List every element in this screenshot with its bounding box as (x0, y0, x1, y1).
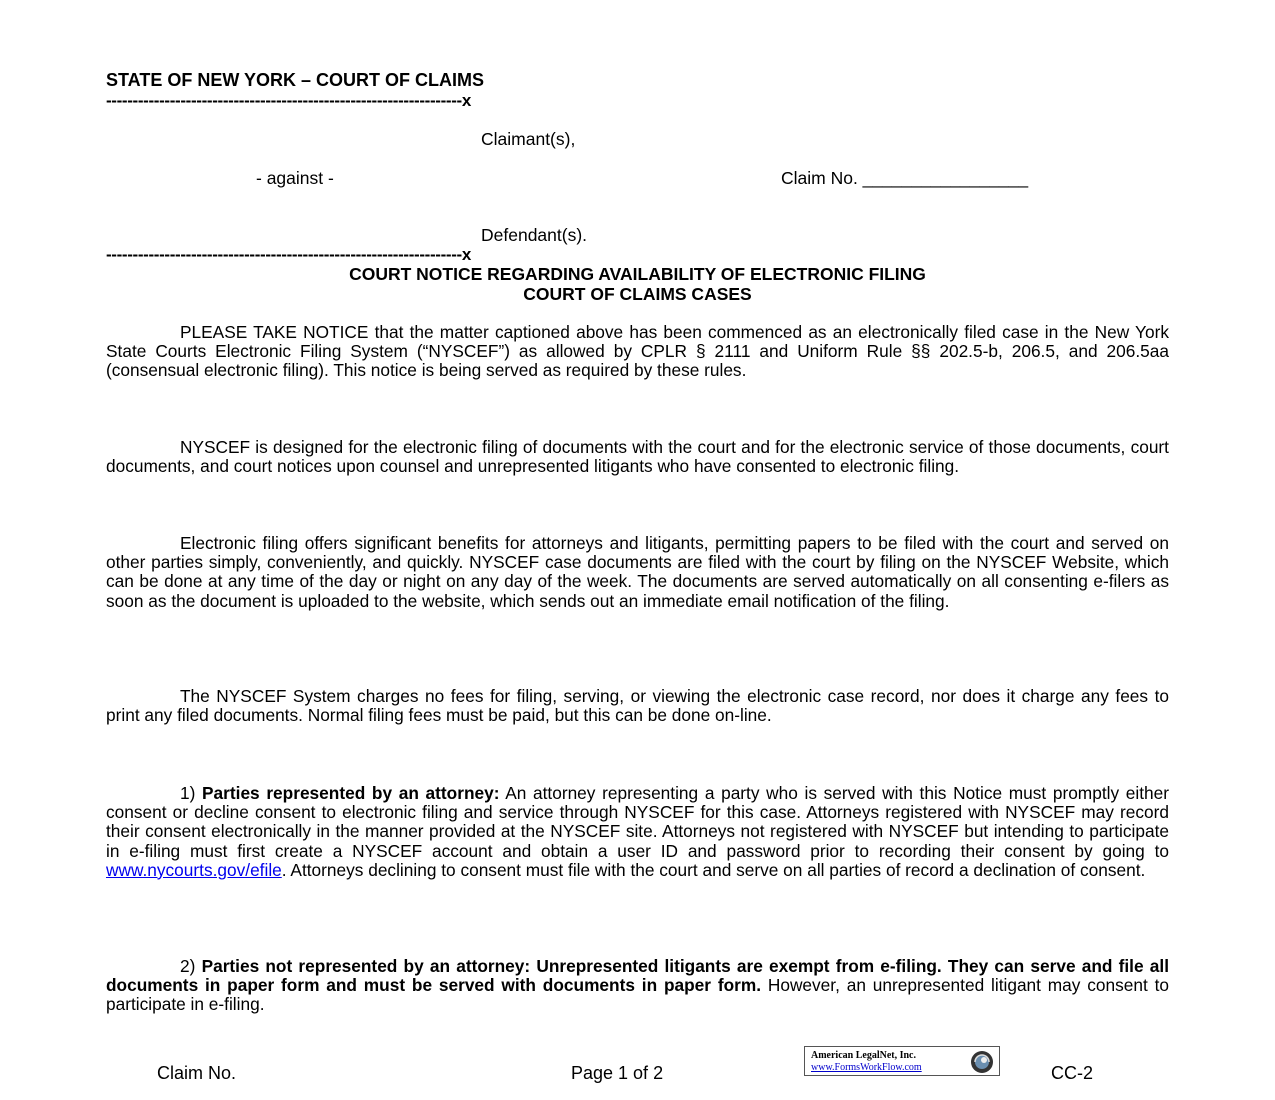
caption-separator-top: -------------------------------------------------------------------x (106, 91, 471, 110)
efile-link[interactable]: www.nycourts.gov/efile (106, 859, 282, 880)
paragraph-benefits (106, 534, 1169, 611)
item-number-1: 1) (180, 783, 196, 803)
caption-separator-bottom: -------------------------------------------------------------------x (106, 245, 471, 264)
footer-form-id: CC-2 (1051, 1063, 1094, 1083)
paragraph-fees-text: The NYSCEF System charges no fees for filing, serving, or viewing the electronic case record, nor does it charge any fees to print any filed documents. Normal filing fees must be paid, but this can be done on-line. (106, 686, 1169, 726)
against-label: - against - (256, 168, 334, 188)
logo-url: www.FormsWorkFlow.com (811, 1062, 922, 1073)
paragraph-attorney-parties (106, 784, 1169, 880)
notice-subtitle: COURT OF CLAIMS CASES (523, 284, 752, 304)
unrepresented-parties-text: However, an unrepresented litigant may consent to participate in e-filing. (106, 975, 1169, 1015)
footer-page-number: Page 1 of 2 (571, 1063, 664, 1083)
unrepresented-parties-heading: Parties not represented by an attorney: Unrepresented litigants are exempt from e-filing. They can serve and file all documents in paper form and must be served with documents in paper form. (106, 956, 1169, 996)
paragraph-fees (106, 687, 1169, 725)
footer-claim-no: Claim No. (157, 1063, 237, 1083)
paragraph-benefits-text: Electronic filing offers significant benefits for attorneys and litigants, permitting papers to be filed with the court and served on other parties simply, conveniently, and quickly. NYSCEF case documents are filed with the court by filing on the NYSCEF Website, which can be done at any time of the day or night on any day of the week. The documents are served automatically on all consenting e-filers as soon as the document is uploaded to the website, which sends out an immediate email notification of the filing. (106, 533, 1169, 611)
logo-company-name: American LegalNet, Inc. (811, 1050, 916, 1061)
attorney-parties-heading: Parties represented by an attorney: (202, 783, 500, 803)
american-legalnet-logo (804, 1046, 1000, 1076)
claimants-label: Claimant(s), (481, 129, 576, 149)
claim-number-field: Claim No. _________________ (781, 168, 1029, 188)
paragraph-notice (106, 323, 1169, 381)
paragraph-nyscef-design-text: NYSCEF is designed for the electronic filing of documents with the court and for the electronic service of those documents, court documents, and court notices upon counsel and unrepresented litigants who have consented to electronic filing. (106, 437, 1169, 477)
court-header: STATE OF NEW YORK – COURT OF CLAIMS (106, 70, 484, 90)
paragraph-unrepresented-parties (106, 957, 1169, 1015)
attorney-parties-text: An attorney representing a party who is served with this Notice must promptly either consent or decline consent to electronic filing and service through NYSCEF for this case. Attorneys registered with NYSCEF may record their consent electronically in the manner provided at the NYSCEF site. Attorneys not registered with NYSCEF but intending to participate in e-filing must first create a NYSCEF account and obtain a user ID and password prior to recording their consent by going to (106, 783, 1169, 861)
paragraph-notice-text: PLEASE TAKE NOTICE that the matter captioned above has been commenced as an electronically filed case in the New York State Courts Electronic Filing System (“NYSCEF”) as allowed by CPLR § 2111 and Uniform Rule §§ 202.5-b, 206.5, and 206.5aa (consensual electronic filing). This notice is being served as required by these rules. (106, 322, 1169, 381)
item-number-2: 2) (180, 956, 196, 976)
globe-icon (969, 1049, 995, 1075)
paragraph-nyscef-design (106, 438, 1169, 476)
notice-title: COURT NOTICE REGARDING AVAILABILITY OF ELECTRONIC FILING (349, 264, 926, 284)
defendants-label: Defendant(s). (481, 225, 588, 245)
attorney-parties-tail: . Attorneys declining to consent must file with the court and serve on all parties of record a declination of consent. (281, 859, 1146, 880)
